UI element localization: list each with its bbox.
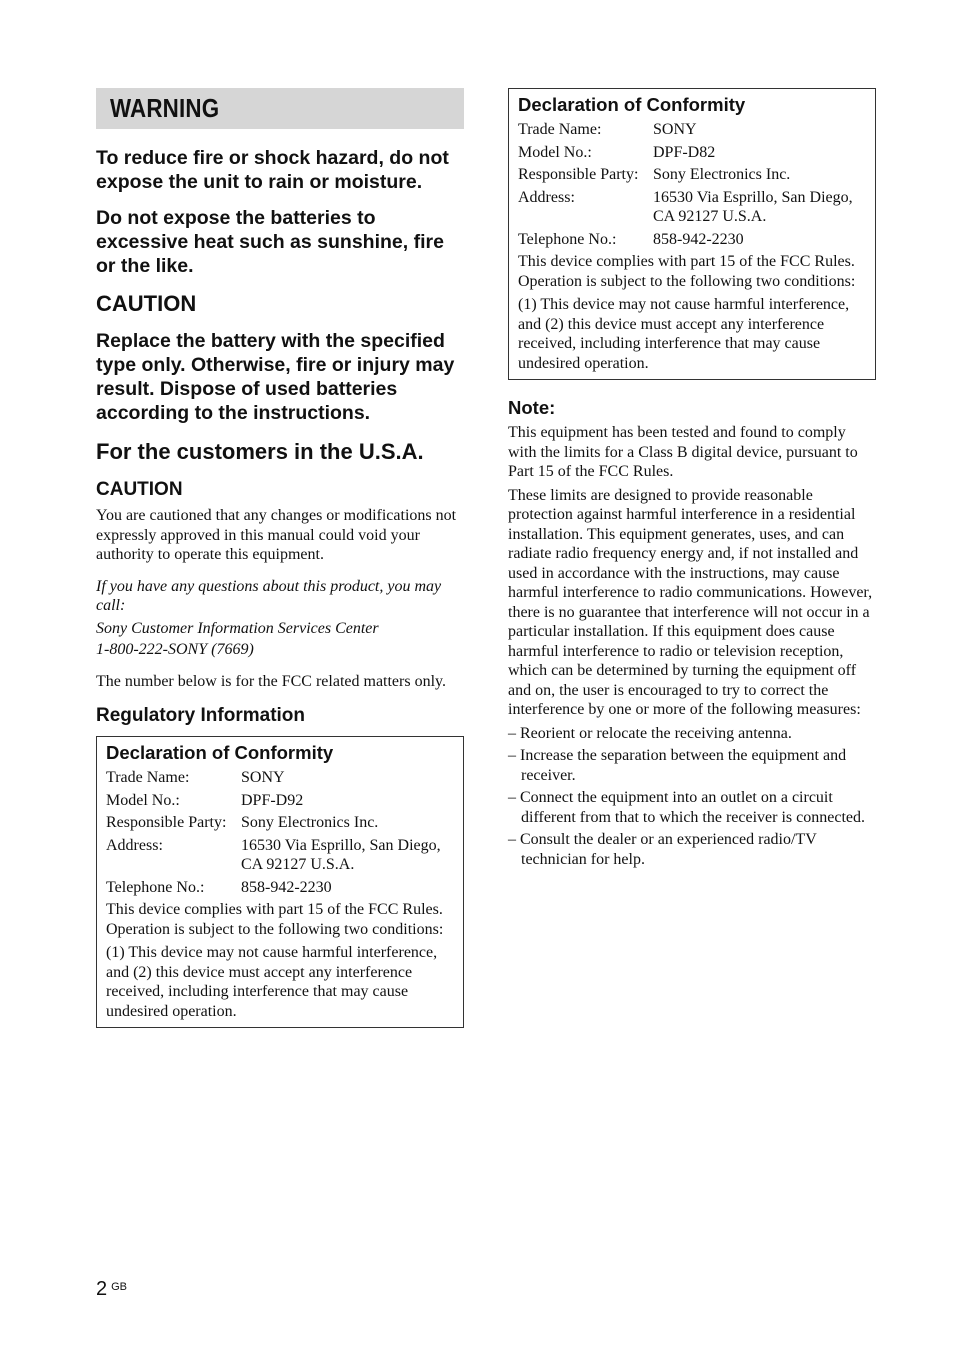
questions-text: If you have any questions about this product, you may call: [96, 577, 442, 614]
model-no-row [518, 143, 866, 163]
warning-rain-text: To reduce fire or shock hazard, do not expose the unit to rain or moisture. [96, 147, 449, 193]
caution-battery-text: Replace the battery with the specified type only. Otherwise, fire or injury may result. Dispose of used batteries according to the instructions. [96, 330, 455, 424]
service-phone: 1-800-222-SONY (7669) [96, 641, 254, 658]
caution-heading: CAUTION [96, 291, 197, 316]
trade-name-row [106, 768, 454, 788]
warning-banner [96, 88, 464, 129]
usa-caution-text: You are cautioned that any changes or modifications not expressly approved in this manual could void your authority to operate this equipment. [96, 507, 457, 563]
note-heading: Note: [508, 397, 556, 418]
telephone-value: 858-942-2230 [653, 230, 744, 248]
page-number [96, 1278, 127, 1301]
page-number-value: 2 [96, 1278, 108, 1300]
model-no-label: Model No.: [106, 791, 180, 809]
telephone-row [518, 230, 866, 250]
note-class-b-text: This equipment has been tested and found to comply with the limits for a Class B digital device, pursuant to Part 15 of the FCC Rules. [508, 424, 858, 480]
address-label: Address: [518, 188, 575, 206]
regulatory-heading: Regulatory Information [96, 705, 306, 726]
declaration-box-dpf-d82 [508, 88, 876, 380]
list-item: – Increase the separation between the equipment and receiver. [508, 747, 847, 784]
page-region-code: GB [111, 1281, 128, 1293]
trade-name-label: Trade Name: [518, 121, 602, 138]
responsible-party-value: Sony Electronics Inc. [241, 814, 379, 831]
model-no-value: DPF-D92 [241, 791, 304, 809]
warning-battery-text: Do not expose the batteries to excessive heat such as sunshine, fire or the like. [96, 207, 444, 277]
model-no-row [106, 791, 454, 811]
responsible-party-label: Responsible Party: [518, 166, 639, 183]
usa-caution-heading: CAUTION [96, 479, 183, 500]
address-row [518, 188, 866, 227]
warning-title: WARNING [110, 93, 220, 123]
telephone-label: Telephone No.: [518, 230, 617, 248]
fcc-conditions-text: (1) This device may not cause harmful interference, and (2) this device must accept any interference received, including interference that may cause undesired operation. [518, 296, 850, 372]
declaration-title: Declaration of Conformity [518, 94, 746, 115]
right-column [508, 88, 876, 872]
telephone-value: 858-942-2230 [241, 878, 332, 896]
trade-name-label: Trade Name: [106, 769, 190, 786]
fcc-compliance-text: This device complies with part 15 of the FCC Rules. Operation is subject to the following two conditions: [106, 901, 444, 938]
trade-name-value: SONY [653, 121, 697, 138]
declaration-title: Declaration of Conformity [106, 742, 334, 763]
telephone-label: Telephone No.: [106, 878, 205, 896]
responsible-party-label: Responsible Party: [106, 814, 227, 831]
list-item: – Consult the dealer or an experienced radio/TV technician for help. [508, 831, 817, 868]
address-value: 16530 Via Esprillo, San Diego, CA 92127 U.S.A. [653, 188, 853, 225]
left-column [96, 88, 464, 1028]
model-no-value: DPF-D82 [653, 143, 716, 161]
fcc-conditions-text: (1) This device may not cause harmful interference, and (2) this device must accept any interference received, including interference that may cause undesired operation. [106, 944, 438, 1020]
measures-list [508, 724, 876, 870]
fcc-compliance-text: This device complies with part 15 of the FCC Rules. Operation is subject to the following two conditions: [518, 253, 856, 290]
responsible-party-row [518, 165, 866, 185]
declaration-box-dpf-d92 [96, 736, 464, 1028]
model-no-label: Model No.: [518, 143, 592, 161]
note-limits-text: These limits are designed to provide reasonable protection against harmful interference in a residential installation. This equipment generates, uses, and can radiate radio frequency energy and, if not installed and used in accordance with the instructions, may cause harmful interference to radio communications. However, there is no guarantee that interference will not occur in a particular installation. If this equipment does cause harmful interference to radio or television reception, which can be determined by turning the equipment off and on, the user is encouraged to try to correct the interference by one or more of the following measures: [508, 486, 873, 718]
address-label: Address: [106, 836, 163, 854]
address-value: 16530 Via Esprillo, San Diego, CA 92127 U.S.A. [241, 836, 441, 873]
service-center: Sony Customer Information Services Center [96, 619, 379, 637]
address-row [106, 836, 454, 875]
usa-heading: For the customers in the U.S.A. [96, 439, 424, 464]
fcc-number-note: The number below is for the FCC related matters only. [96, 672, 446, 690]
list-item: – Connect the equipment into an outlet on a circuit different from that to which the receiver is connected. [508, 789, 866, 826]
responsible-party-row [106, 813, 454, 833]
responsible-party-value: Sony Electronics Inc. [653, 166, 791, 183]
trade-name-row [518, 120, 866, 140]
telephone-row [106, 878, 454, 898]
trade-name-value: SONY [241, 769, 285, 786]
list-item: – Reorient or relocate the receiving antenna. [508, 724, 792, 742]
